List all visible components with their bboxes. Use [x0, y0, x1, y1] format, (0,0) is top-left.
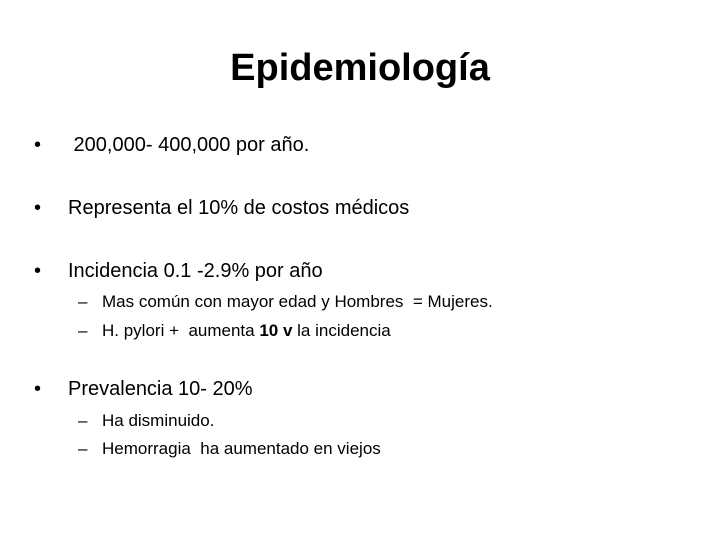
bullet-icon: • — [34, 260, 42, 282]
sub-bullet-hemorrhage — [78, 438, 381, 460]
sub-bullet-text: Ha disminuido. — [102, 411, 215, 430]
sub-bullet-text: Mas común con mayor edad y Hombres = Mujeres. — [102, 292, 493, 311]
bullet-annual-cases — [34, 132, 309, 158]
bullet-text: Prevalencia 10- 20% — [68, 378, 253, 400]
sub-bullet-h-pylori — [78, 320, 391, 342]
sub-bullet-text: Hemorragia ha aumentado en viejos — [102, 439, 381, 458]
dash-icon: – — [78, 292, 88, 311]
dash-icon: – — [78, 439, 88, 458]
bullet-prevalence — [34, 376, 253, 402]
sub-bullet-text-pre: H. pylori + aumenta — [102, 321, 260, 340]
bullet-text: Incidencia 0.1 -2.9% por año — [68, 260, 323, 282]
dash-icon: – — [78, 321, 88, 340]
bullet-text: 200,000- 400,000 por año. — [68, 134, 310, 156]
sub-bullet-decreased — [78, 410, 214, 432]
bullet-medical-costs — [34, 195, 409, 221]
dash-icon: – — [78, 411, 88, 430]
sub-bullet-text-bold: 10 v — [259, 321, 293, 340]
slide-title: Epidemiología — [230, 47, 490, 89]
bullet-incidence — [34, 258, 323, 284]
bullet-text: Representa el 10% de costos médicos — [68, 197, 410, 219]
sub-bullet-age-sex — [78, 291, 493, 313]
bullet-icon: • — [34, 378, 42, 400]
bullet-icon: • — [34, 197, 42, 219]
sub-bullet-text-post: la incidencia — [292, 321, 391, 340]
bullet-icon: • — [34, 134, 42, 156]
